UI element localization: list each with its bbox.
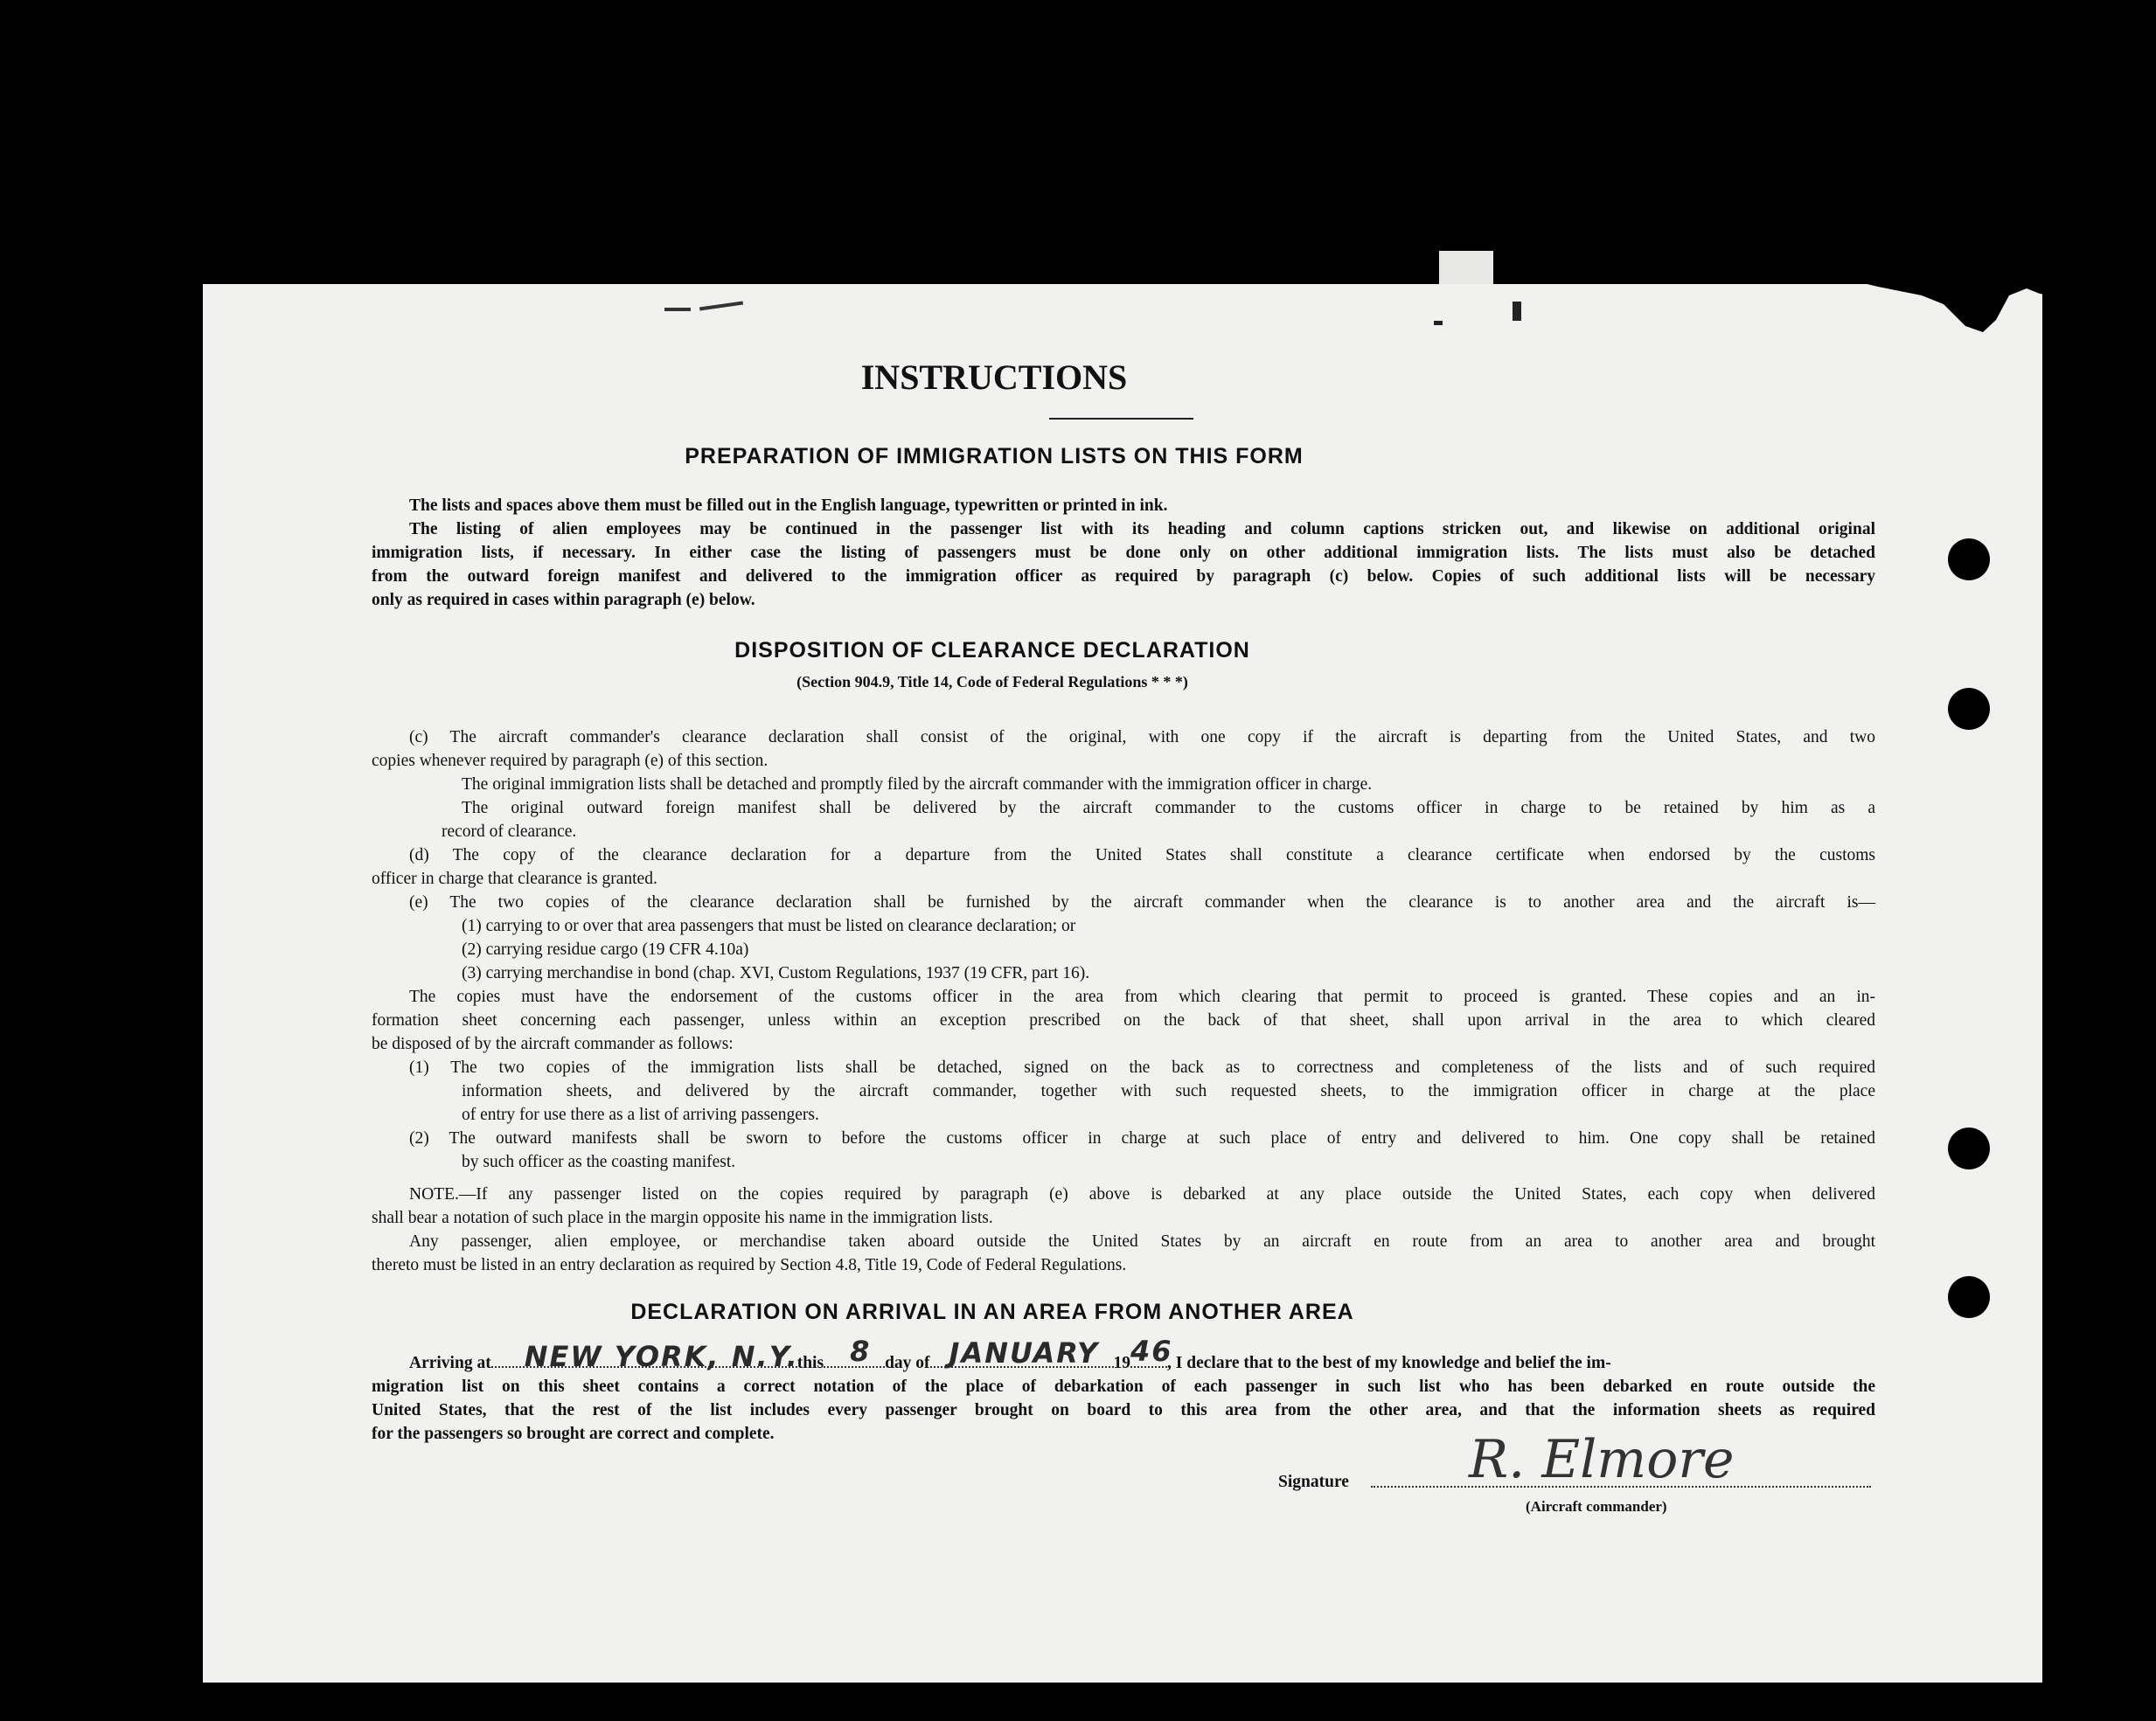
disposition-subheading: (Section 904.9, Title 14, Code of Federal Regulations * * *)	[796, 673, 1188, 690]
note-line: Any passenger, alien employee, or merchandise taken aboard outside the United States by an aircraft en route from an area to another area and brought	[409, 1232, 1875, 1251]
decl-line: for the passengers so brought are correct and complete.	[372, 1425, 775, 1443]
disp-line: by such officer as the coasting manifest.	[462, 1153, 736, 1171]
disp-line: The original outward foreign manifest shall be delivered by the aircraft commander to the customs officer in charge to be retained by him as a	[462, 799, 1875, 817]
month-field[interactable]	[930, 1336, 1114, 1370]
disp-line: (e) The two copies of the clearance declaration shall be furnished by the aircraft commander when the clearance is to another area and the aircraft is—	[409, 893, 1875, 912]
preparation-heading: PREPARATION OF IMMIGRATION LISTS ON THIS FORM	[685, 444, 1304, 468]
ink-mark	[664, 308, 691, 311]
arrival-port-value: NEW YORK, N.Y.	[524, 1340, 799, 1373]
declaration-line1-rest: , I declare that to the best of my knowledge and belief the im-	[1167, 1354, 1611, 1372]
disp-line: be disposed of by the aircraft commander as follows:	[372, 1035, 734, 1053]
disp-line: The original immigration lists shall be detached and promptly filed by the aircraft commander with the immigration officer in charge.	[462, 775, 1373, 794]
prep-line: only as required in cases within paragraph (e) below.	[372, 591, 755, 609]
day-value: 8	[850, 1335, 872, 1368]
year-prefix: 19	[1113, 1354, 1131, 1372]
punch-hole	[1948, 688, 1990, 730]
ink-mark	[1513, 302, 1521, 321]
prep-line: The listing of alien employees may be continued in the passenger list with its heading and column captions stricken out, and likewise on additional original	[409, 520, 1875, 538]
punch-hole	[1948, 538, 1990, 580]
disp-line: information sheets, and delivered by the aircraft commander, together with such requested sheets, to the immigration officer in charge at the place	[462, 1082, 1875, 1100]
disp-line: (1) carrying to or over that area passengers that must be listed on clearance declaration; or	[462, 917, 1076, 935]
disp-line: (3) carrying merchandise in bond (chap. XVI, Custom Regulations, 1937 (19 CFR, part 16).	[462, 964, 1090, 982]
disp-line: officer in charge that clearance is granted.	[372, 870, 657, 888]
declaration-heading: DECLARATION ON ARRIVAL IN AN AREA FROM ANOTHER AREA	[630, 1300, 1354, 1324]
punch-hole	[1948, 1128, 1990, 1169]
disp-line: of entry for use there as a list of arriving passengers.	[462, 1106, 819, 1124]
day-of-label: day of	[885, 1354, 930, 1372]
disp-line: copies whenever required by paragraph (e) of this section.	[372, 752, 769, 770]
this-label: this	[796, 1354, 824, 1372]
note-line: shall bear a notation of such place in the margin opposite his name in the immigration lists.	[372, 1209, 993, 1227]
year-field[interactable]	[1130, 1335, 1173, 1368]
page-title: INSTRUCTIONS	[860, 357, 1128, 397]
month-value: JANUARY	[949, 1336, 1100, 1370]
prep-line: The lists and spaces above them must be filled out in the English language, typewritten or printed in ink.	[409, 496, 1168, 515]
title-rule	[1049, 418, 1193, 420]
note-line: NOTE.—If any passenger listed on the copies required by paragraph (e) above is debarked at any place outside the United States, each copy when delivered	[409, 1185, 1875, 1204]
decl-line: migration list on this sheet contains a correct notation of the place of debarkation of each passenger in such list who has been debarked en route outside the	[372, 1377, 1875, 1396]
disp-line: formation sheet concerning each passenger, unless within an exception prescribed on the back of that sheet, shall upon arrival in the area to which cleared	[372, 1011, 1875, 1030]
disposition-heading: DISPOSITION OF CLEARANCE DECLARATION	[734, 638, 1250, 663]
signature-value: R. Elmore	[1469, 1429, 1735, 1490]
disp-line: (2) carrying residue cargo (19 CFR 4.10a)	[462, 940, 749, 959]
year-value: 46	[1130, 1335, 1173, 1368]
prep-line: from the outward foreign manifest and delivered to the immigration officer as required by paragraph (c) below. Copies of such additional lists will be necessary	[372, 567, 1875, 586]
ink-mark	[1434, 321, 1443, 325]
note-line: thereto must be listed in an entry declaration as required by Section 4.8, Title 19, Code of Federal Regulations.	[372, 1256, 1127, 1274]
arriving-label: Arriving at	[409, 1354, 491, 1372]
disp-line: (1) The two copies of the immigration lists shall be detached, signed on the back as to correctness and completeness of the lists and of such required	[409, 1058, 1875, 1077]
disp-line: (2) The outward manifests shall be sworn to before the customs officer in charge at such place of entry and delivered to him. One copy shall be retained	[409, 1129, 1875, 1148]
disp-line: (c) The aircraft commander's clearance declaration shall consist of the original, with one copy if the aircraft is departing from the United States, and two	[409, 728, 1875, 746]
signature-label: Signature	[1278, 1473, 1349, 1491]
disp-line: The copies must have the endorsement of the customs officer in the area from which clearing that permit to proceed is granted. These copies and an in-	[409, 988, 1875, 1006]
disp-line: record of clearance.	[442, 822, 577, 841]
prep-line: immigration lists, if necessary. In either case the listing of passengers must be done only on other additional immigration lists. The lists must also be detached	[372, 544, 1875, 562]
arrival-line	[409, 1335, 1875, 1375]
arrival-port-field[interactable]	[491, 1340, 799, 1373]
disp-line: (d) The copy of the clearance declaration for a departure from the United States shall constitute a clearance certificate when endorsed by the customs	[409, 846, 1875, 864]
paper-tab	[1439, 251, 1493, 289]
day-field[interactable]	[824, 1335, 885, 1368]
decl-line: United States, that the rest of the list includes every passenger brought on board to this area from the other area, and that the information sheets as required	[372, 1401, 1875, 1419]
signature-caption: (Aircraft commander)	[1526, 1498, 1667, 1515]
